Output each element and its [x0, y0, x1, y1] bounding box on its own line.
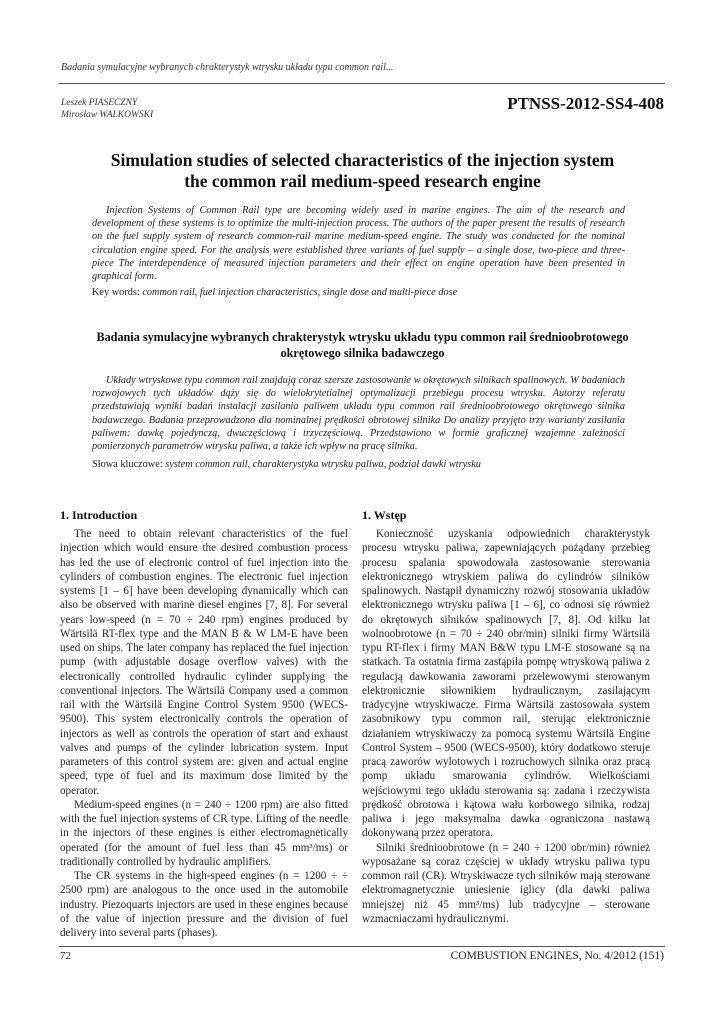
title-pl-line-2: okrętowego silnika badawczego: [280, 345, 445, 360]
running-header: Badania symulacyjne wybranych chrakterystyk wtrysku układu typu common rail...: [61, 62, 394, 73]
journal-footer: COMBUSTION ENGINES, No. 4/2012 (151): [450, 950, 664, 962]
header-rule: [59, 83, 665, 84]
author-2: Mirosław WALKOWSKI: [61, 110, 154, 120]
title-pl: [60, 330, 665, 361]
author-1: Leszek PIASECZNY: [61, 98, 138, 108]
footer-rule: [59, 946, 665, 947]
authors: [61, 97, 153, 121]
intro-paragraph-3: The CR systems in the high-speed engines (n = 1200 ÷ ÷ 2500 rpm) are analogous to the once used in the automobile industry. Piezoquarts injectors are used in these engines because of the value of injection pressure and the division of fuel delivery into several parts (phases).: [60, 870, 348, 939]
wstep-paragraph-2: Silniki średnioobrotowe (n = 240 ÷ 1200 obr/min) również wyposażane są coraz częściej w układy wtrysku paliwa typu common rail (CR). Wtryskiwacze tych silników mają sterowane elektromagnetycznie uniesienie iglicy (dla dawki paliwa mniejszej niż 45 mm³/ms) lub tradycyjne – sterowane wzmacniaczami hydraulicznymi.: [362, 841, 650, 925]
paper-code: PTNSS-2012-SS4-408: [507, 94, 664, 113]
title-pl-line-1: Badania symulacyjne wybranych chrakterystyk wtrysku układu typu common rail średnioobrotowego: [96, 330, 629, 344]
wstep-paragraph-1: Konieczność uzyskania odpowiednich charakterystyk procesu wtrysku paliwa, zapewniających pożądany przebieg procesu spalania spowodowała zastosowanie sterowania elektronicznego wtryskiem paliwa do cylindrów silników spalinowych. Nastąpił dynamiczny rozwój stosowania układów elektronicznego wtrysku paliwa [1 – 6], co odnosi się również do okrętowych silników spalinowych [7, 8]. Od kilku lat wolnoobrotowe (n = 70 ÷ 240 obr/min) silniki firmy Wärtsilä typu RT-flex i firmy MAN B&W typu LM-E stosowane są na statkach. Ta ostatnia firma zastąpiła pompę wtryskową paliwa z regulacją dawkowania zaworami przelewowymi sterowanym elektronicznie siłownikiem hydraulicznym, zasilającym tradycyjne wtryskiwacze. Firma Wärtsilä zastosowała system zasobnikowy typu common rail, sterując elektronicznie działaniem wtryskiwaczy za pomocą systemu Wärtsilä Engine Control System – 9500 (WECS-9500), który dodatkowo steruje pracą zaworów wylotowych i rozruchowych silnika oraz pracą pomp układu smarowania cylindrów. Wielkościami wejściowymi tego układu sterowania są: zadana i rzeczywista prędkość obrotowa i kątowa wału korbowego silnika, rodzaj paliwa i jego maksymalna dawka ograniczona nastawą dokonywaną przez operatora.: [362, 528, 650, 840]
intro-paragraph-1: The need to obtain relevant characteristics of the fuel injection which would ensure the desired combustion process has led the use of electronic control of fuel injection into the cylinders of combustion engines. The electronic fuel injection systems [1 – 6] have been developing dynamically which can also be observed with marine diesel engines [7, 8]. For several years low-speed (n = 70 ÷ 240 rpm) engines produced by Wärtsilä RT-flex type and the MAN B & W LM-E have been used on ships. The later company has replaced the fuel injection pump (with adjustable dosage overflow valves) with the electronically controlled hydraulic cylinder supplying the conventional injectors. The Wärtsilä Company used a common rail with the Wärtsilä Engine Control System 9500 (WECS-9500). This system electronically controls the operation of injectors as well as controls the operation of start and exhaust valves and pumps of the cylinder lubrication system. Input parameters of this control system are: given and actual engine speed, type of fuel and its maximum dose limited by the operator.: [60, 528, 348, 797]
keywords-en: [92, 286, 625, 299]
introduction-heading: 1. Introduction: [60, 508, 138, 522]
abstract-pl: Układy wtryskowe typu common rail znajdują coraz szersze zastosowanie w okrętowych silnikach spalinowych. W badaniach rozwojowych tych układów dąży się do wielokrytetialnej optymalizacji przebiegu procesu wtrysku. Autorzy referatu przedstawiają wyniki badań instalacji zasilania paliwem układu typu common rail średnioobrotowego okrętowego silnika badawczego. Badania przeprowadzono dla nominalnej prędkości obrotowej silnika Do analizy przyjęto trzy warianty zasilania paliwem: dawkę pojedynczą, dwuczęściową i trzyczęściową. Przedstawiono w formie graficznej wzajemne zależności pomierzonych parametrów wtrysku paliwa, a także ich wpływ na pracę silnika.: [92, 375, 625, 453]
title-line-1: Simulation studies of selected characteristics of the injection system: [110, 150, 615, 170]
title-line-2: the common rail medium-speed research engine: [184, 171, 541, 191]
keywords-pl-text: system common rail, charakterystyka wtrysku paliwa, podział dawki wtrysku: [165, 459, 481, 470]
wstep-heading: 1. Wstęp: [362, 508, 407, 522]
page-number: 72: [60, 950, 71, 962]
left-column: [60, 508, 348, 940]
intro-paragraph-2: Medium-speed engines (n = 240 ÷ 1200 rpm) are also fitted with the fuel injection systems of CR type. Lifting of the needle in the injectors of these engines is either electromagnetically operated (for the amount of fuel less than 45 mm³/ms) or traditionally controlled by hydraulic amplifiers.: [60, 798, 348, 868]
keywords-pl-label: Słowa kluczowe:: [92, 459, 163, 470]
right-column: [362, 508, 650, 926]
abstract-en: Injection Systems of Common Rail type are becoming widely used in marine engines. The aim of the research and development of these systems is to optimize the multi-injection process. The authors of the paper present the results of research on the fuel supply system of research common-rail marine medium-speed engine. The study was conducted for the nominal circulation engine speed. For the analysis were established three variants of fuel supply – a single dose, two-piece and three-piece The interdependence of measured injection parameters and their effect on engine operation have been presented in graphical form.: [92, 205, 625, 283]
keywords-en-text: common rail, fuel injection characteristics, single dose and multi-piece dose: [142, 287, 458, 298]
keywords-pl: [92, 458, 625, 471]
paper-title: [80, 150, 645, 192]
keywords-en-label: Key words:: [92, 287, 140, 298]
